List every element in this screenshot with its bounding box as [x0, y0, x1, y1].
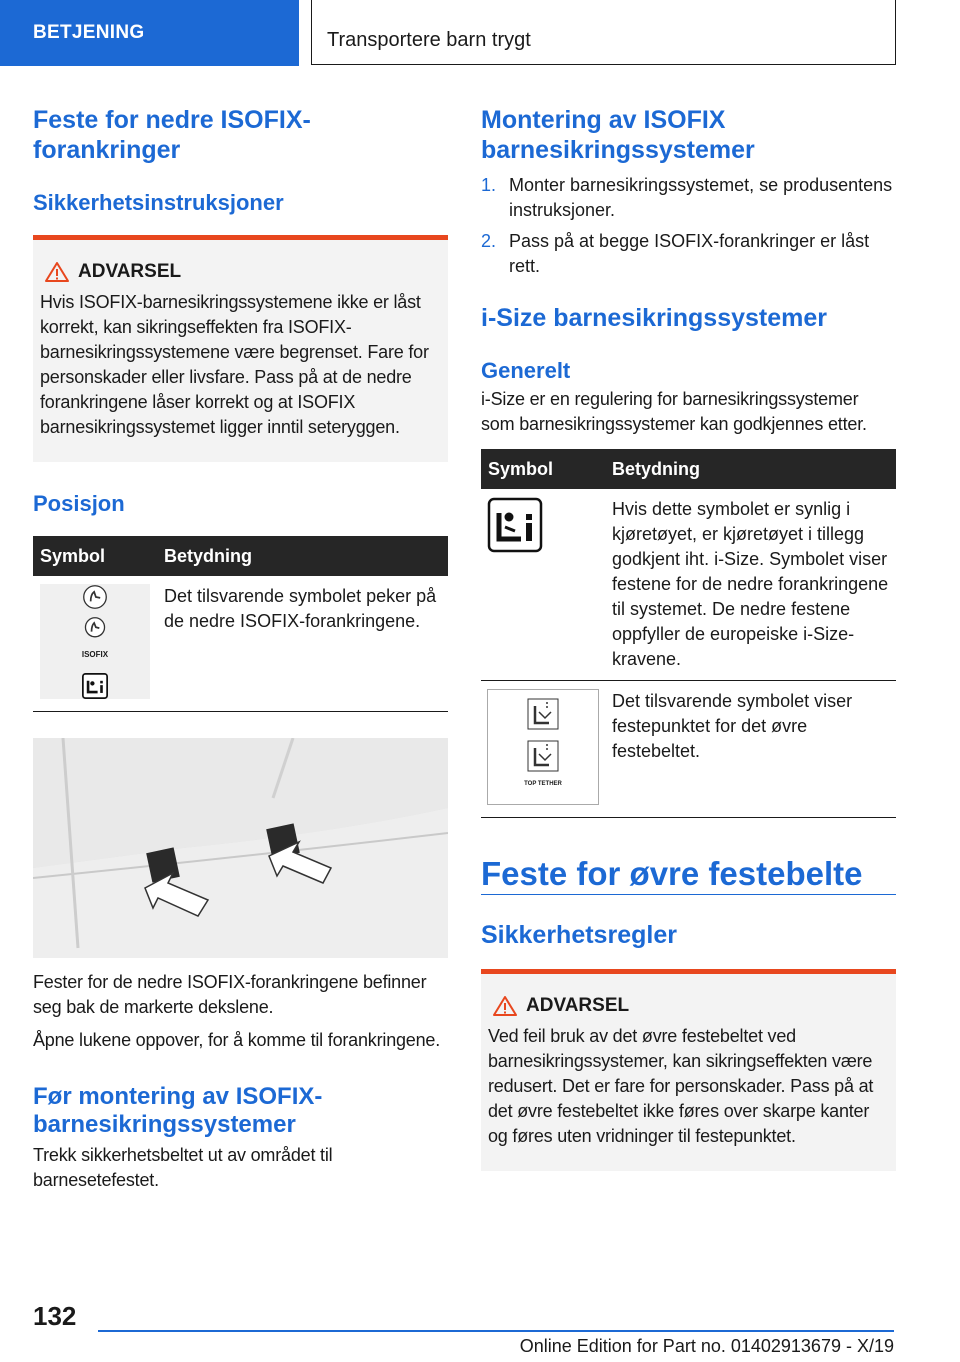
- row1-meaning: Hvis dette symbolet er synlig i kjøretøyet, er kjøretøyet i tillegg godkjent iht. i-Size. Symbolet viser festene for de nedre forankringene til systemet. De nedre festene oppfyller de europeiske i-Size-kravene.: [612, 499, 889, 669]
- mount-title: Montering av ISOFIX barnesikringssystemer: [481, 106, 755, 164]
- header-topic: Transportere barn trygt: [311, 0, 896, 65]
- para2: Åpne lukene oppover, for å komme til forankringene.: [33, 1030, 441, 1050]
- para1: Fester for de nedre ISOFIX-forankringene befinner seg bak de markerte dekslene.: [33, 972, 427, 1017]
- warning-icon: [44, 261, 70, 283]
- upper-title-block: [481, 854, 896, 895]
- warning-label: ADVARSEL: [78, 261, 182, 282]
- isofix-heading: Feste for nedre ISOFIX-forankringer: [33, 106, 311, 164]
- col-symbol: Symbol: [33, 536, 157, 576]
- table-row: [33, 576, 448, 712]
- page-number: 132: [33, 1301, 77, 1331]
- col-meaning: Betydning: [157, 536, 448, 576]
- warning-title: [40, 260, 440, 284]
- safety-title: Sikkerhetsinstruksjoner: [33, 190, 284, 215]
- seat-anchors-illustration: [33, 738, 448, 958]
- symbol-table: [33, 536, 448, 712]
- warning-label: ADVARSEL: [526, 995, 630, 1016]
- position-title: Posisjon: [33, 491, 125, 516]
- col-meaning: Betydning: [605, 449, 896, 489]
- warning-box: [481, 969, 896, 1171]
- list-item: 2. Pass på at begge ISOFIX-forankringer er låst rett.: [481, 231, 870, 276]
- table-row: [481, 681, 896, 818]
- before-title: Før montering av ISOFIX-barnesikringssystemer: [33, 1083, 323, 1138]
- header-section: BETJENING: [0, 0, 299, 66]
- isize-icon: [487, 497, 543, 553]
- top-tether-label-icon: [527, 740, 559, 772]
- edition-text: Online Edition for Part no. 01402913679 - X/19: [519, 1336, 894, 1356]
- upper-title: Feste for øvre festebelte: [481, 855, 863, 892]
- warning-box: [33, 235, 448, 462]
- rules-title: Sikkerhetsregler: [481, 921, 677, 949]
- tether-caption: TOP TETHER: [524, 780, 562, 787]
- mount-steps: [481, 173, 896, 279]
- isofix-label-icon: [80, 616, 110, 642]
- child-seat-icon: [80, 673, 110, 699]
- warning-text: Hvis ISOFIX-barnesikringssystemene ikke er låst korrekt, kan sikringseffekten fra ISOFIX-barnesikringssystemene være begrenset. Fare for personskader eller livsfare. Pass på at de nedre forankringene låser korrekt og at ISOFIX barnesikringssystemet ligger inntil seteryggen.: [40, 292, 429, 437]
- before-text: Trekk sikkerhetsbeltet ut av området til barnesetefestet.: [33, 1145, 333, 1190]
- left-column: [33, 105, 448, 1193]
- row2-meaning: Det tilsvarende symbolet viser festepunktet for det øvre festebeltet.: [612, 691, 853, 761]
- right-column: [481, 105, 896, 1171]
- top-tether-icon: [527, 698, 559, 730]
- row1-meaning: Det tilsvarende symbolet peker på de nedre ISOFIX-forankringene.: [164, 586, 437, 631]
- isofix-symbols: [40, 584, 150, 699]
- warning-title: [488, 994, 888, 1018]
- list-item: 1. Monter barnesikringssystemet, se produsentens instruksjoner.: [481, 175, 893, 220]
- tether-symbols: [487, 689, 599, 805]
- general-title: Generelt: [481, 358, 571, 383]
- seat-photo: [33, 738, 448, 958]
- footer-divider: [98, 1330, 894, 1332]
- warning-text: Ved feil bruk av det øvre festebeltet ved barnesikringssystemer, kan sikringseffekten være redusert. Det er fare for personskader. Pass på at det øvre festebeltet ikke føres over skarpe kanter og føres uten vridninger til festepunktet.: [488, 1026, 874, 1146]
- warning-icon: [492, 995, 518, 1017]
- isofix-caption: ISOFIX: [81, 650, 109, 659]
- col-symbol: Symbol: [481, 449, 605, 489]
- isize-table: [481, 449, 896, 818]
- table-row: [481, 489, 896, 681]
- isize-title: i-Size barnesikringssystemer: [481, 304, 827, 332]
- general-text: i-Size er en regulering for barnesikringssystemer som barnesikringssystemer kan godkjennes etter.: [481, 389, 867, 434]
- isofix-anchor-icon: [80, 584, 110, 610]
